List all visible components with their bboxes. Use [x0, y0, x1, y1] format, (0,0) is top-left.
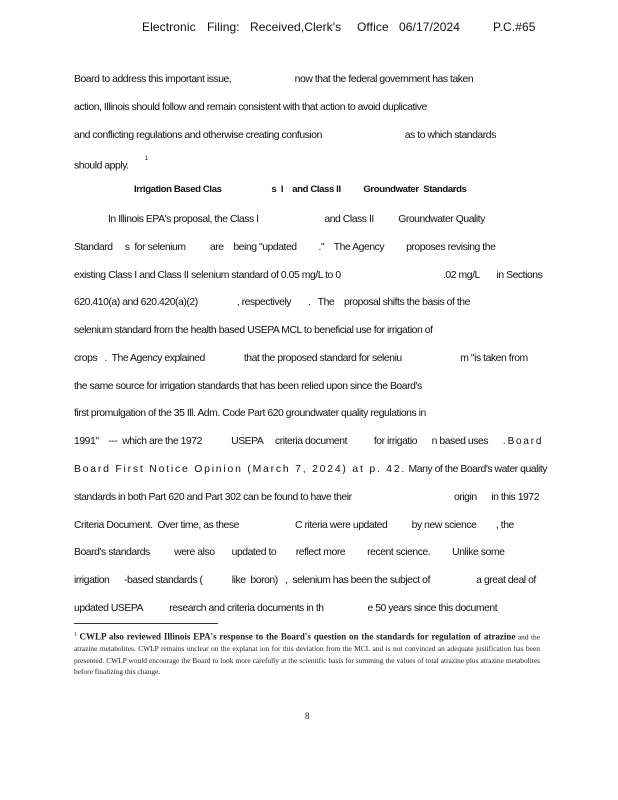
header-pc-number: P.C.#65: [493, 20, 536, 34]
body-line-16: Criteria Document. Over time, as these C riteria were updated by new science , the: [74, 520, 514, 531]
footnote-body: and the atrazine metabolites. CWLP remains unclear on the explanat ion for this deviation from the MCL and is not convinced an adequate justification has been presented. CWLP would encourage the Board to look more carefully at the scientific basis for summing the values of total atrazine plus atrazine metabolites before finalizing this change.: [74, 632, 540, 677]
header-electronic: Electronic: [142, 20, 196, 34]
citation-text: Board First Notice Opinion (March 7, 2024) at p. 42.: [74, 464, 407, 475]
footnote-divider: [74, 623, 218, 624]
footnote-reference: 1: [144, 156, 148, 162]
body-line-6: Standard s for selenium are being "updated ." The Agency proposes revising the: [74, 242, 496, 253]
body-line-13: [74, 435, 543, 448]
body-line-13-text: 1991" --- which are the 1972 USEPA criteria document for irrigatio n based uses .: [74, 436, 506, 447]
citation-start: Board: [507, 436, 544, 447]
body-line-7: existing Class I and Class II selenium standard of 0.05 mg/L to 0 .02 mg/L in Sections: [74, 270, 543, 281]
body-line-17: Board's standards were also updated to reflect more recent science. Unlike some: [74, 547, 505, 558]
body-line-15: standards in both Part 620 and Part 302 can be found to have their origin in this 1972: [74, 492, 540, 503]
header-received: Received,Clerk's: [250, 20, 342, 34]
body-line-1: Board to address this important issue, now that the federal government has taken: [74, 74, 474, 85]
body-line-8: 620.410(a) and 620.420(a)(2) , respectively . The proposal shifts the basis of the: [74, 297, 470, 308]
footnote: [74, 630, 540, 678]
body-line-5: In Illinois EPA's proposal, the Class I and Class II Groundwater Quality: [108, 214, 485, 225]
body-line-10: crops . The Agency explained that the proposed standard for seleniu m "is taken from: [74, 353, 528, 364]
page-number: 8: [305, 711, 310, 721]
body-line-14: [74, 463, 547, 476]
body-line-14-text: Many of the Board's water quality: [406, 464, 548, 475]
body-line-2: action, Illinois should follow and remain consistent with that action to avoid duplicative: [74, 102, 427, 113]
body-line-9: selenium standard from the health based USEPA MCL to beneficial use for irrigation of: [74, 325, 433, 336]
body-line-4-text: should apply.: [74, 160, 129, 172]
body-line-11: the same source for irrigation standards that has been relied upon since the Board's: [74, 381, 422, 392]
body-line-4: [74, 157, 148, 172]
body-line-18: irrigation -based standards ( like boron) , selenium has been the subject of a great deal of: [74, 575, 536, 586]
body-line-3: and conflicting regulations and otherwise creating confusion as to which standards: [74, 130, 496, 141]
section-heading: Irrigation Based Clas s I and Class II Groundwater Standards: [134, 184, 467, 195]
header-date: 06/17/2024: [399, 20, 461, 34]
filing-header: [0, 20, 618, 38]
footnote-first-line: CWLP also reviewed Illinois EPA's response to the Board's question on the standards for regulation of atrazine: [79, 631, 516, 642]
body-line-12: first promulgation of the 35 Ill. Adm. Code Part 620 groundwater quality regulations in: [74, 408, 426, 419]
header-filing: Filing:: [207, 20, 240, 34]
body-line-19: updated USEPA research and criteria documents in th e 50 years since this document: [74, 603, 498, 614]
header-office: Office: [357, 20, 389, 34]
footnote-marker: 1: [74, 632, 77, 638]
